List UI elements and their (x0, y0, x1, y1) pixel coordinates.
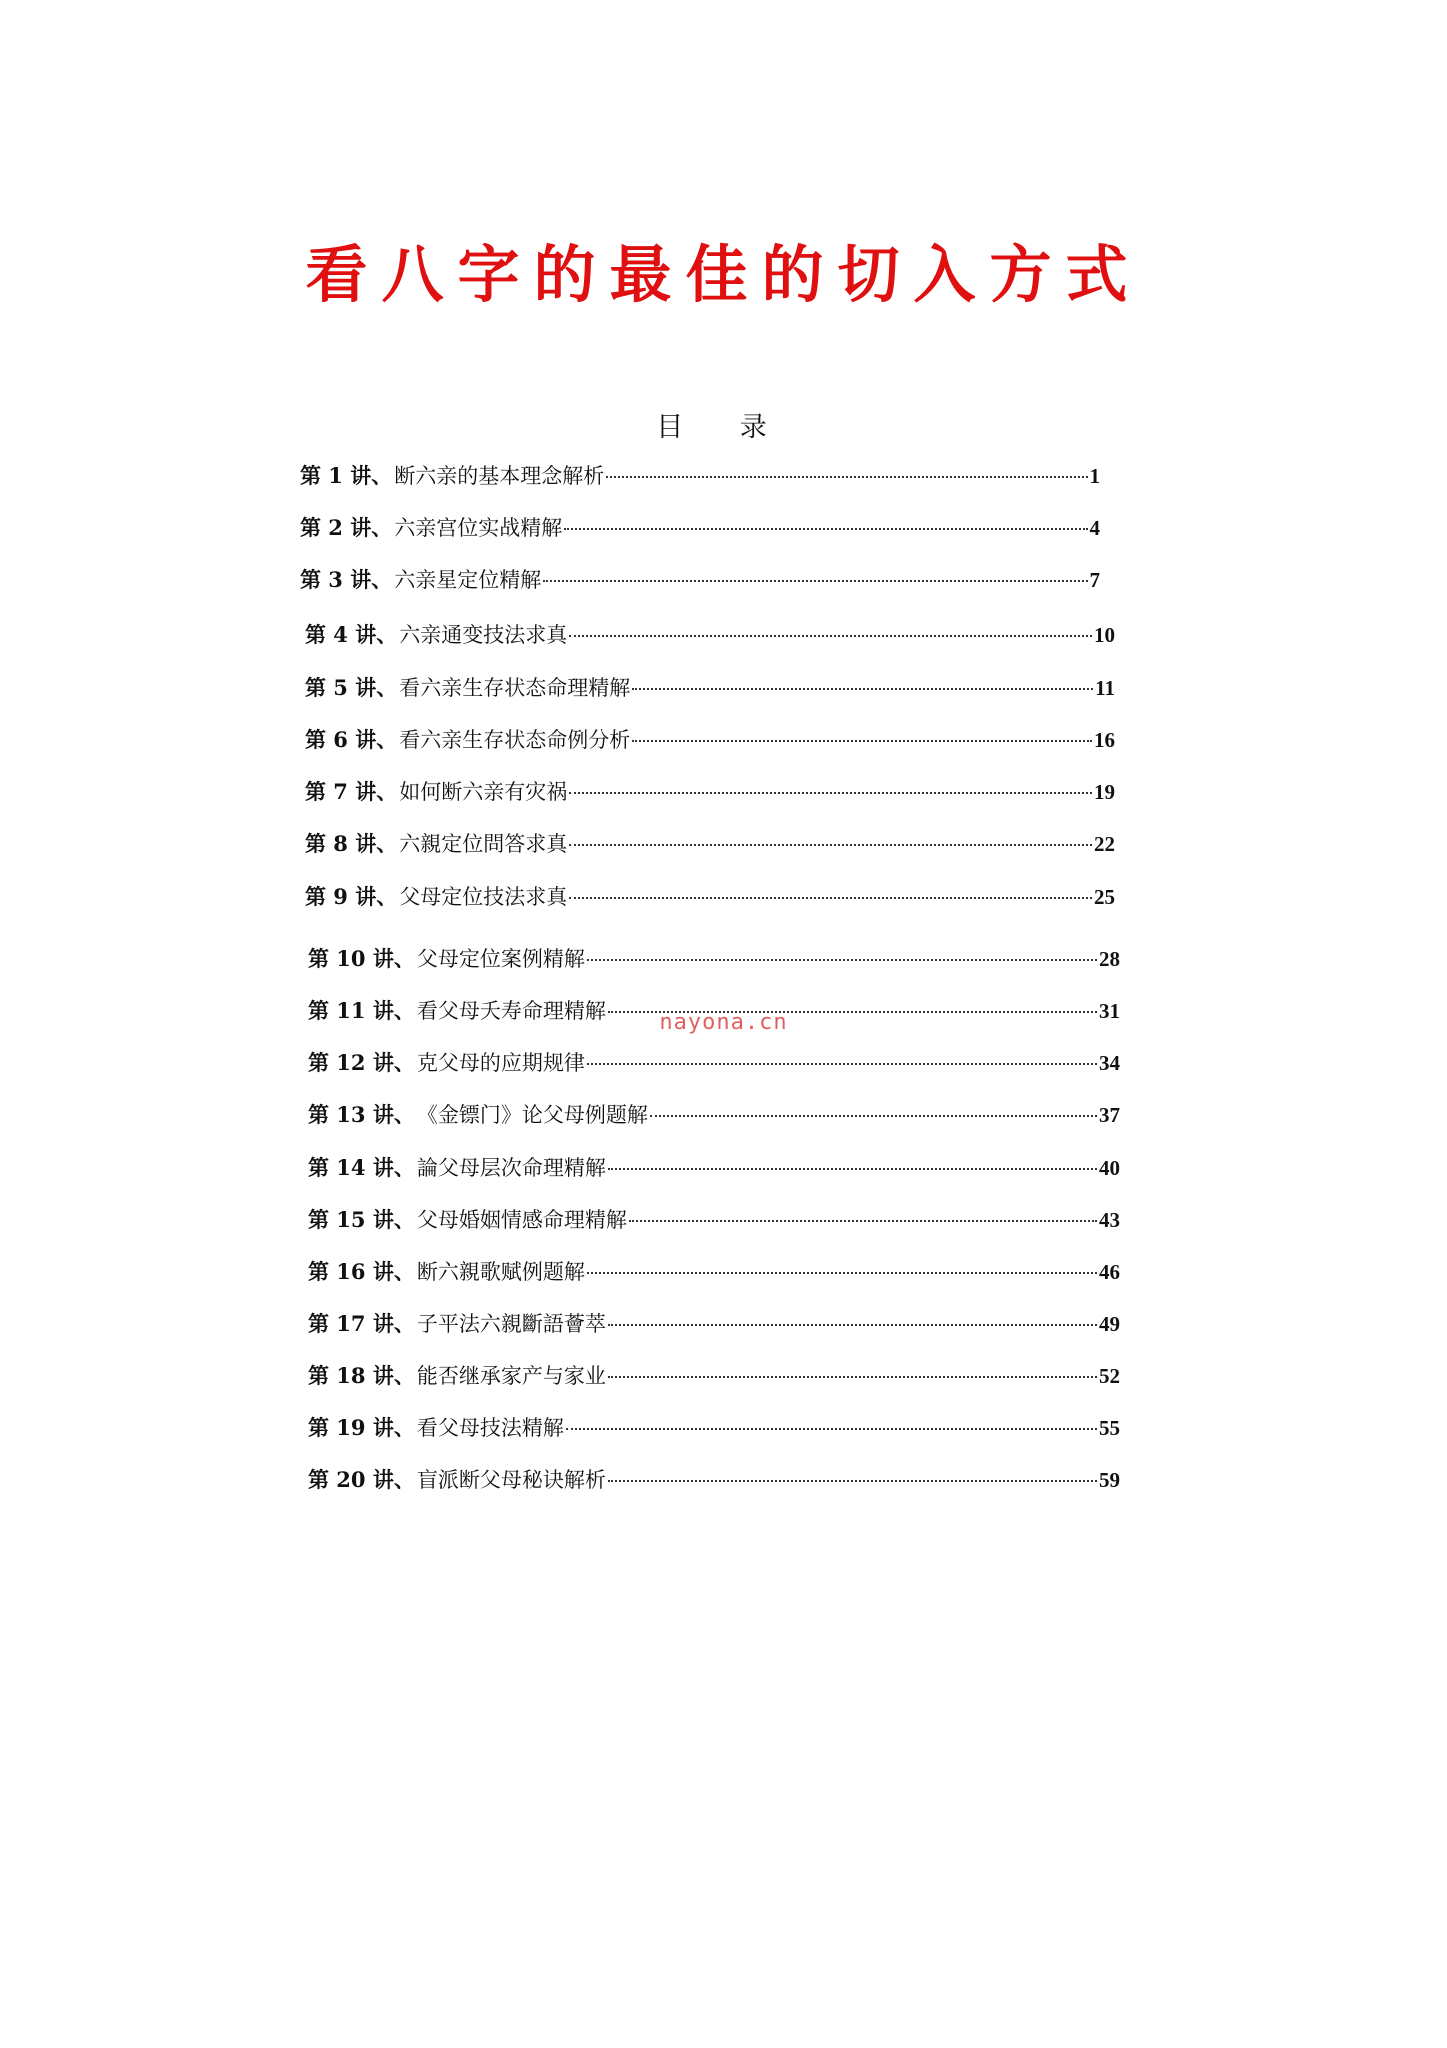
toc-entry-12[interactable] (308, 1047, 1120, 1081)
toc-entry-title: 論父母层次命理精解 (416, 1156, 606, 1180)
toc-entry-number: 第 6 讲、 (305, 727, 398, 752)
toc-entry-5[interactable] (305, 672, 1115, 706)
toc-entry-page: 59 (1099, 1468, 1120, 1492)
dot-leader (629, 1199, 1097, 1222)
toc-entry-page: 11 (1095, 676, 1115, 700)
toc-entry-9[interactable] (305, 881, 1115, 915)
toc-entry-page: 19 (1094, 780, 1115, 804)
toc-entry-title: 父母定位技法求真 (399, 885, 568, 909)
toc-entry-page: 10 (1094, 623, 1115, 647)
toc-entry-title: 看六亲生存状态命例分析 (399, 728, 631, 752)
toc-entry-number: 第 17 讲、 (308, 1311, 415, 1336)
toc-entry-7[interactable] (305, 776, 1115, 810)
toc-entry-13[interactable] (308, 1099, 1120, 1133)
watermark: nayona.cn (659, 1010, 788, 1035)
dot-leader (587, 1042, 1097, 1065)
toc-entry-number: 第 2 讲、 (300, 515, 393, 540)
toc-entry-8[interactable] (305, 828, 1115, 862)
toc-entry-19[interactable] (308, 1412, 1120, 1446)
toc-entry-10[interactable] (308, 943, 1120, 977)
dot-leader (569, 614, 1092, 637)
toc-entry-number: 第 16 讲、 (308, 1259, 415, 1284)
dot-leader (543, 559, 1087, 582)
toc-entry-title: 能否继承家产与家业 (416, 1364, 606, 1388)
dot-leader (632, 719, 1092, 742)
dot-leader (569, 771, 1092, 794)
toc-entry-page: 1 (1089, 464, 1100, 488)
toc-entry-page: 34 (1099, 1051, 1120, 1075)
toc-entry-6[interactable] (305, 724, 1115, 758)
toc-entry-title: 六亲通变技法求真 (399, 623, 568, 647)
dot-leader (608, 1355, 1097, 1378)
dot-leader (650, 1094, 1097, 1117)
dot-leader (587, 1251, 1097, 1274)
toc-entry-2[interactable] (300, 512, 1100, 546)
toc-entry-title: 盲派断父母秘诀解析 (416, 1468, 606, 1492)
page-title: 看八字的最佳的切入方式 (305, 238, 1142, 311)
toc-entry-title: 六亲宫位实战精解 (394, 516, 563, 540)
toc-entry-title: 看父母技法精解 (416, 1416, 564, 1440)
toc-entry-title: 《金镖门》论父母例题解 (416, 1103, 648, 1127)
toc-entry-page: 28 (1099, 947, 1120, 971)
dot-leader (569, 876, 1092, 899)
toc-entry-number: 第 15 讲、 (308, 1207, 415, 1232)
toc-entry-1[interactable] (300, 460, 1100, 494)
toc-entry-number: 第 12 讲、 (308, 1050, 415, 1075)
toc-entry-page: 40 (1099, 1156, 1120, 1180)
toc-entry-page: 46 (1099, 1260, 1120, 1284)
dot-leader (608, 1303, 1097, 1326)
toc-entry-number: 第 7 讲、 (305, 779, 398, 804)
toc-entry-title: 看父母夭寿命理精解 (416, 999, 606, 1023)
toc-entry-title: 如何断六亲有灾祸 (399, 780, 568, 804)
toc-entry-page: 52 (1099, 1364, 1120, 1388)
toc-entry-number: 第 3 讲、 (300, 567, 393, 592)
toc-entry-20[interactable] (308, 1464, 1120, 1498)
toc-entry-number: 第 8 讲、 (305, 831, 398, 856)
toc-entry-title: 六親定位問答求真 (399, 832, 568, 856)
toc-entry-number: 第 1 讲、 (300, 463, 393, 488)
toc-entry-title: 克父母的应期规律 (416, 1051, 585, 1075)
toc-entry-page: 4 (1089, 516, 1100, 540)
toc-entry-page: 31 (1099, 999, 1120, 1023)
dot-leader (608, 1459, 1097, 1482)
toc-entry-title: 断六親歌赋例题解 (416, 1260, 585, 1284)
toc-entry-title: 父母定位案例精解 (416, 947, 585, 971)
toc-entry-title: 子平法六親斷語薈萃 (416, 1312, 606, 1336)
toc-entry-15[interactable] (308, 1204, 1120, 1238)
toc-entry-page: 22 (1094, 832, 1115, 856)
toc-entry-number: 第 11 讲、 (308, 998, 415, 1023)
toc-entry-4[interactable] (305, 619, 1115, 653)
toc-entry-18[interactable] (308, 1360, 1120, 1394)
toc-entry-number: 第 14 讲、 (308, 1155, 415, 1180)
toc-entry-number: 第 18 讲、 (308, 1363, 415, 1388)
toc-entry-title: 六亲星定位精解 (394, 568, 542, 592)
dot-leader (632, 667, 1093, 690)
toc-entry-title: 断六亲的基本理念解析 (394, 464, 605, 488)
dot-leader (566, 1407, 1097, 1430)
toc-entry-number: 第 9 讲、 (305, 884, 398, 909)
dot-leader (606, 455, 1087, 478)
dot-leader (564, 507, 1087, 530)
toc-entry-3[interactable] (300, 564, 1100, 598)
toc-entry-page: 49 (1099, 1312, 1120, 1336)
toc-entry-title: 父母婚姻情感命理精解 (416, 1208, 627, 1232)
dot-leader (569, 823, 1092, 846)
toc-entry-page: 7 (1089, 568, 1100, 592)
toc-entry-number: 第 19 讲、 (308, 1415, 415, 1440)
toc-entry-14[interactable] (308, 1152, 1120, 1186)
dot-leader (587, 938, 1097, 961)
dot-leader (608, 1147, 1097, 1170)
toc-entry-number: 第 5 讲、 (305, 675, 398, 700)
toc-entry-page: 55 (1099, 1416, 1120, 1440)
toc-entry-number: 第 10 讲、 (308, 946, 415, 971)
toc-entry-number: 第 13 讲、 (308, 1102, 415, 1127)
toc-entry-16[interactable] (308, 1256, 1120, 1290)
toc-entry-number: 第 20 讲、 (308, 1467, 415, 1492)
toc-entry-number: 第 4 讲、 (305, 622, 398, 647)
toc-entry-page: 43 (1099, 1208, 1120, 1232)
toc-entry-17[interactable] (308, 1308, 1120, 1342)
toc-entry-page: 37 (1099, 1103, 1120, 1127)
toc-heading: 目 录 (656, 412, 791, 443)
toc-entry-title: 看六亲生存状态命理精解 (399, 676, 631, 700)
toc-entry-page: 16 (1094, 728, 1115, 752)
toc-entry-page: 25 (1094, 885, 1115, 909)
